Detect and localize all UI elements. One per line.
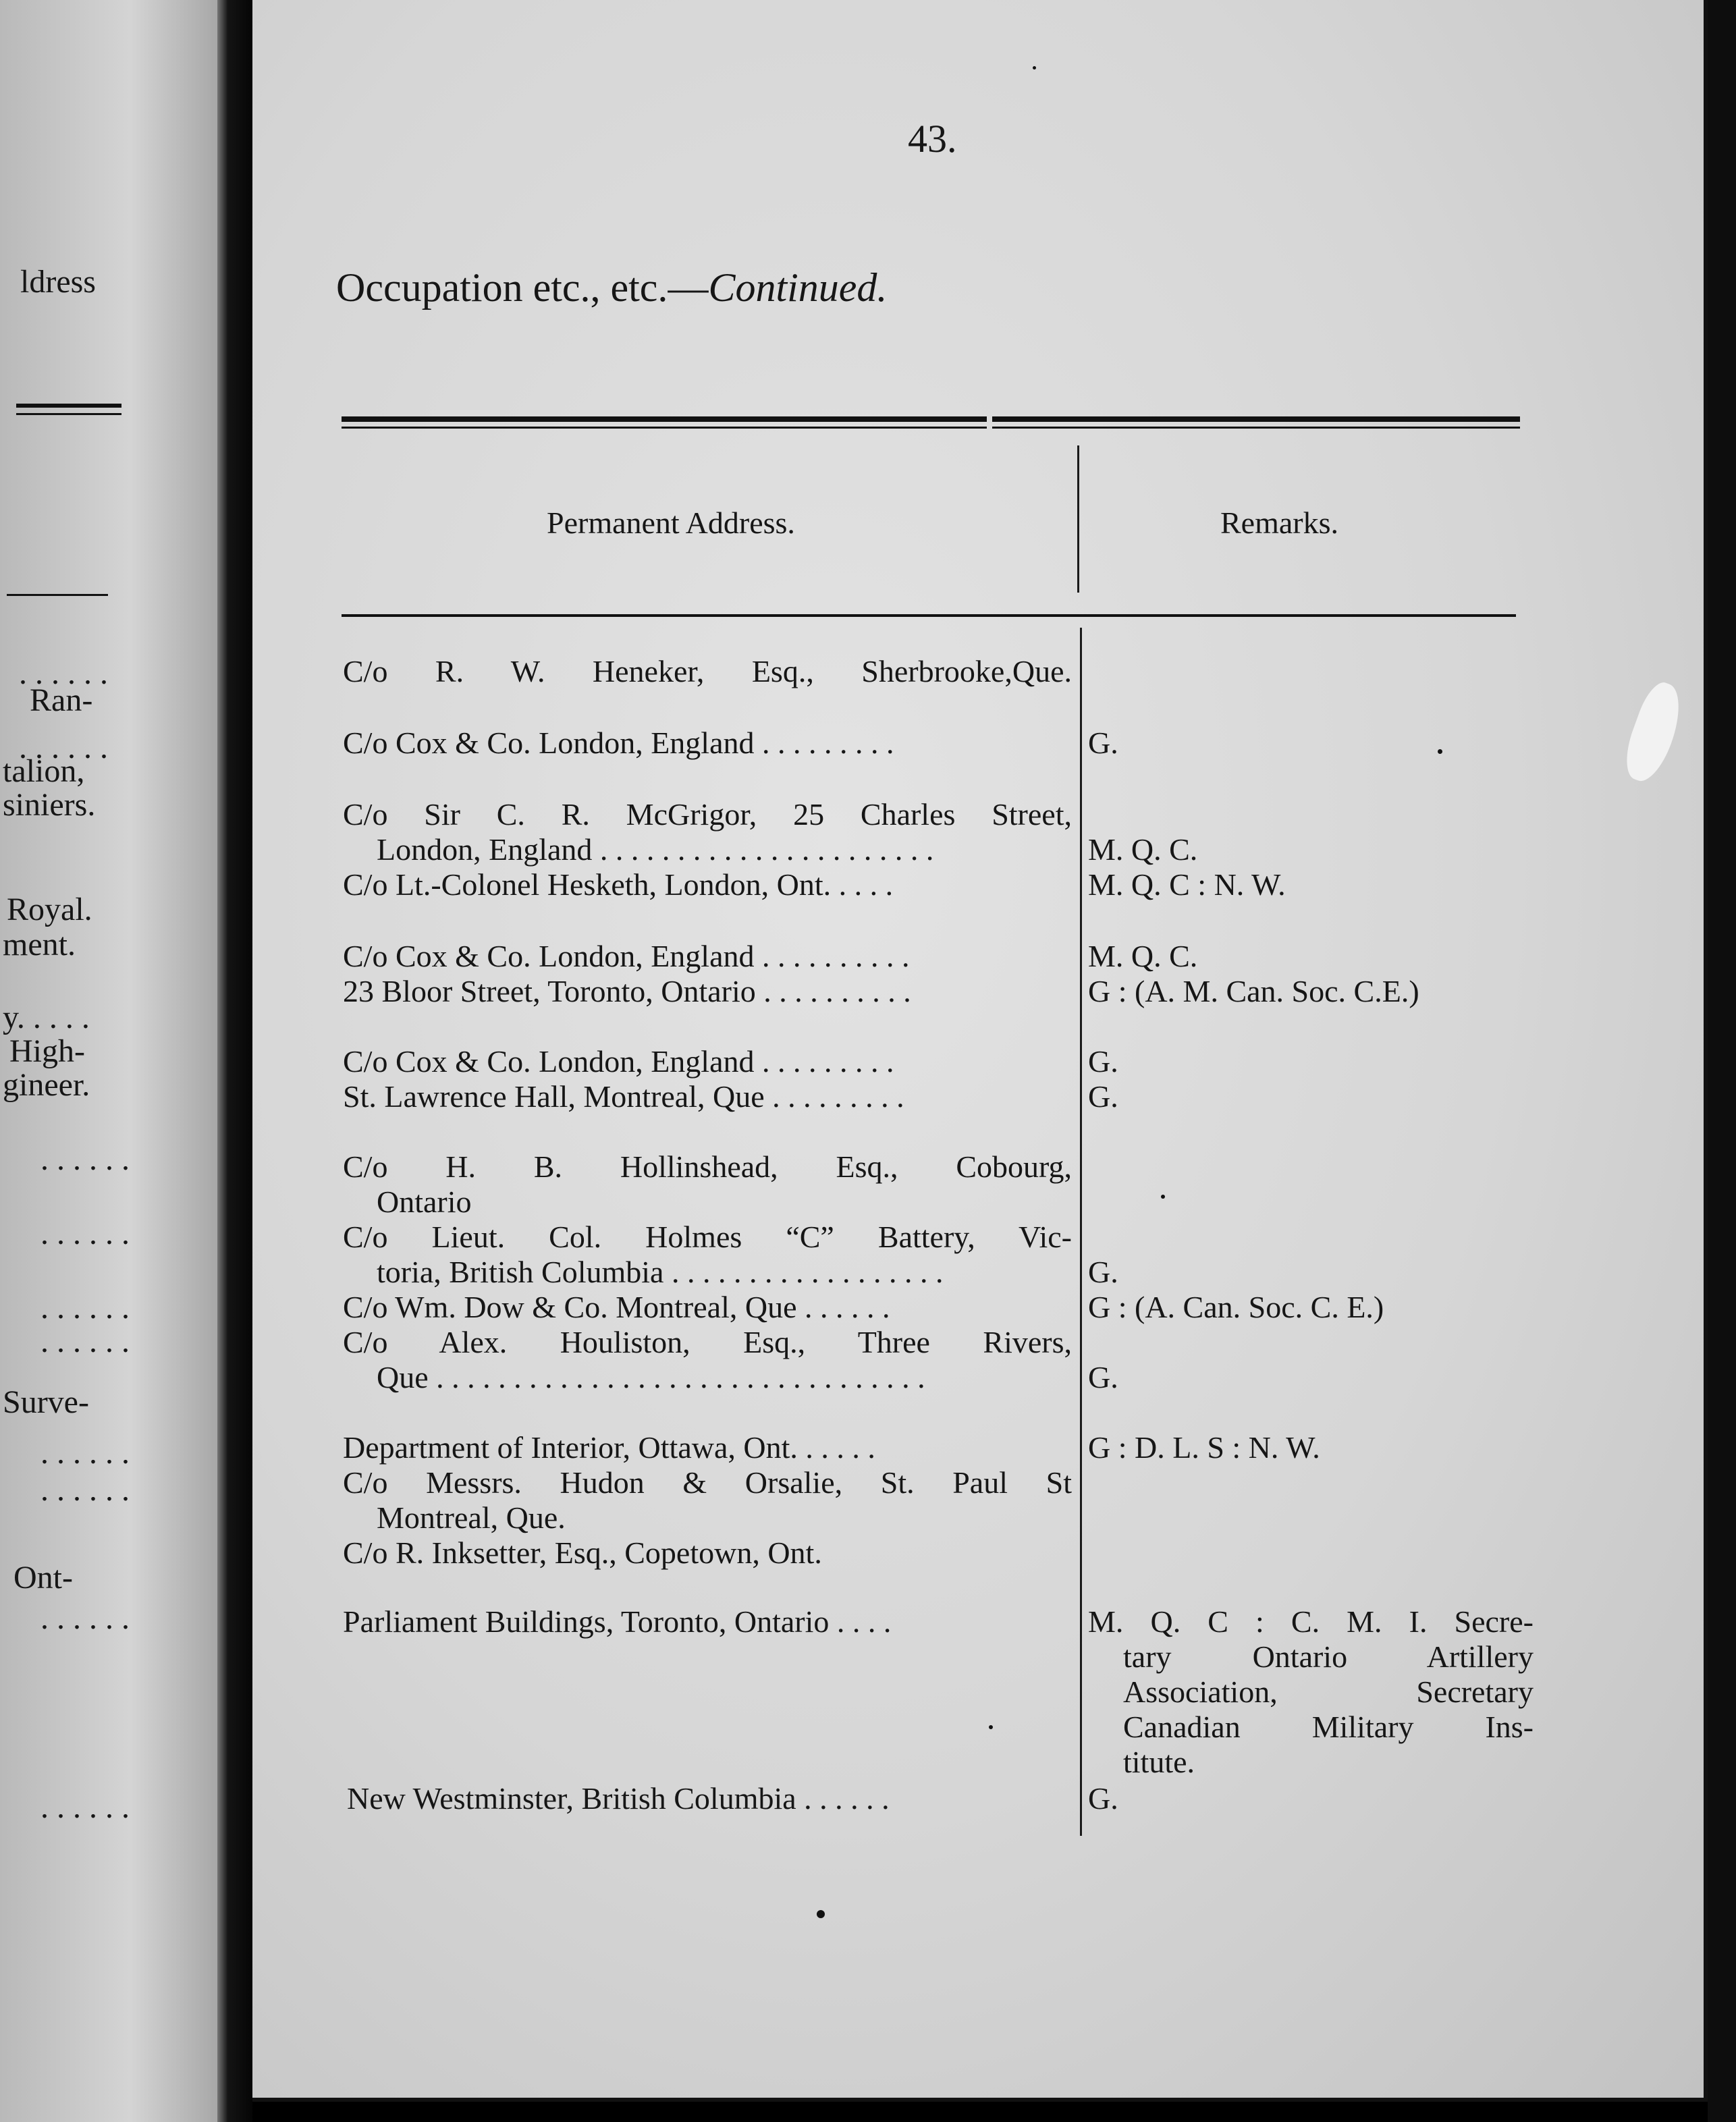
left-page-rule xyxy=(7,594,108,596)
address-line: C/o Wm. Dow & Co. Montreal, Que . . . . . . xyxy=(343,1290,890,1324)
heading-text: Occupation etc., etc. xyxy=(336,265,668,310)
address-line: C/o R. W. Heneker, Esq., Sherbrooke,Que. xyxy=(343,654,1072,688)
left-fragment: . . . . . . xyxy=(40,1789,130,1825)
address-line: toria, British Columbia . . . . . . . . . . . . . . . . . . xyxy=(377,1255,944,1289)
left-fragment: . . . . . . xyxy=(40,1600,130,1636)
remarks-line: G : (A. M. Can. Soc. C.E.) xyxy=(1088,974,1419,1008)
left-fragment: Surve- xyxy=(3,1384,89,1420)
ink-speck xyxy=(1033,66,1036,70)
left-page-rule xyxy=(16,413,121,415)
address-line: C/o R. Inksetter, Esq., Copetown, Ont. xyxy=(343,1535,822,1570)
address-line: New Westminster, British Columbia . . . . . . xyxy=(347,1781,890,1816)
table-top-rule xyxy=(992,427,1520,429)
left-fragment: Ran- xyxy=(30,682,93,718)
remarks-line: G : (A. Can. Soc. C. E.) xyxy=(1088,1290,1384,1324)
remarks-line: M. Q. C : N. W. xyxy=(1088,867,1286,902)
remarks-line: G. xyxy=(1088,1360,1118,1394)
address-line: Ontario xyxy=(377,1185,472,1219)
left-fragment: y. . . . . xyxy=(3,1000,90,1035)
section-heading xyxy=(336,265,887,311)
table-top-rule xyxy=(342,416,987,422)
left-fragment: High- xyxy=(9,1033,85,1069)
address-line: C/o Cox & Co. London, England . . . . . . . . . . xyxy=(343,939,910,973)
left-fragment: ldress xyxy=(20,264,96,300)
right-edge-shadow xyxy=(1708,0,1736,2122)
column-header-permanent-address: Permanent Address. xyxy=(547,506,795,540)
body-column-divider xyxy=(1080,628,1082,1836)
remarks-line: G : D. L. S : N. W. xyxy=(1088,1430,1320,1465)
left-fragment: . . . . . . xyxy=(40,1472,130,1508)
left-fragment: . . . . . . xyxy=(19,730,108,765)
address-line: C/o Cox & Co. London, England . . . . . . . . . xyxy=(343,726,894,760)
remarks-line: G. xyxy=(1088,1781,1118,1816)
column-header-remarks: Remarks. xyxy=(1220,506,1339,540)
table-top-rule xyxy=(992,416,1520,422)
address-line: Parliament Buildings, Toronto, Ontario . . . . xyxy=(343,1604,892,1639)
ink-speck xyxy=(817,1910,825,1918)
left-fragment: . . . . . . xyxy=(19,655,108,691)
address-line: C/o H. B. Hollinshead, Esq., Cobourg, xyxy=(343,1149,1072,1184)
left-fragment: . . . . . . xyxy=(40,1216,130,1251)
address-line: C/o Sir C. R. McGrigor, 25 Charles Street, xyxy=(343,797,1072,832)
address-line: C/o Lieut. Col. Holmes “C” Battery, Vic- xyxy=(343,1220,1072,1254)
address-line: 23 Bloor Street, Toronto, Ontario . . . . . . . . . . xyxy=(343,974,911,1008)
address-line: St. Lawrence Hall, Montreal, Que . . . . . . . . . xyxy=(343,1079,904,1114)
remarks-line: G. xyxy=(1088,726,1118,760)
left-fragment: . . . . . . xyxy=(40,1290,130,1326)
remarks-line: Association, Secretary xyxy=(1123,1675,1534,1709)
remarks-line: G. xyxy=(1088,1079,1118,1114)
ink-speck xyxy=(1161,1195,1165,1199)
left-fragment: gineer. xyxy=(3,1067,90,1103)
page-number: 43. xyxy=(908,117,957,161)
left-fragment: siniers. xyxy=(3,787,96,823)
left-fragment: . . . . . . xyxy=(40,1435,130,1471)
ink-speck xyxy=(1438,749,1442,754)
ink-speck xyxy=(989,1725,993,1729)
remarks-line: tary Ontario Artillery xyxy=(1123,1639,1534,1674)
address-line: Montreal, Que. xyxy=(377,1500,566,1535)
remarks-line: Canadian Military Ins- xyxy=(1123,1710,1534,1744)
address-line: C/o Lt.-Colonel Hesketh, London, Ont. . . . . xyxy=(343,867,894,902)
remarks-line: titute. xyxy=(1123,1745,1195,1779)
remarks-line: G. xyxy=(1088,1044,1118,1079)
address-line: Que . . . . . . . . . . . . . . . . . . . . . . . . . . . . . . . . xyxy=(377,1360,925,1394)
heading-dash: — xyxy=(668,265,709,310)
table-top-rule xyxy=(342,427,987,429)
address-line: C/o Cox & Co. London, England . . . . . . . . . xyxy=(343,1044,894,1079)
header-column-divider xyxy=(1077,445,1079,593)
remarks-line: M. Q. C. xyxy=(1088,832,1198,867)
left-fragment: Ont- xyxy=(13,1560,73,1596)
left-fragment: talion, xyxy=(3,753,85,789)
left-page-rule xyxy=(16,404,121,408)
remarks-line: M. Q. C : C. M. I. Secre- xyxy=(1088,1604,1534,1639)
address-line: C/o Messrs. Hudon & Orsalie, St. Paul St xyxy=(343,1465,1072,1500)
remarks-line: G. xyxy=(1088,1255,1118,1289)
remarks-line: M. Q. C. xyxy=(1088,939,1198,973)
address-line: London, England . . . . . . . . . . . . . . . . . . . . . . xyxy=(377,832,934,867)
book-gutter xyxy=(217,0,252,2122)
address-line: Department of Interior, Ottawa, Ont. . . . . . xyxy=(343,1430,875,1465)
address-line: C/o Alex. Houliston, Esq., Three Rivers, xyxy=(343,1325,1072,1359)
left-fragment: . . . . . . xyxy=(40,1324,130,1359)
left-fragment: . . . . . . xyxy=(40,1141,130,1177)
header-bottom-rule xyxy=(342,614,1516,617)
heading-continued: Continued. xyxy=(708,265,888,310)
left-fragment: Royal. xyxy=(7,892,92,927)
left-fragment: ment. xyxy=(3,927,76,962)
